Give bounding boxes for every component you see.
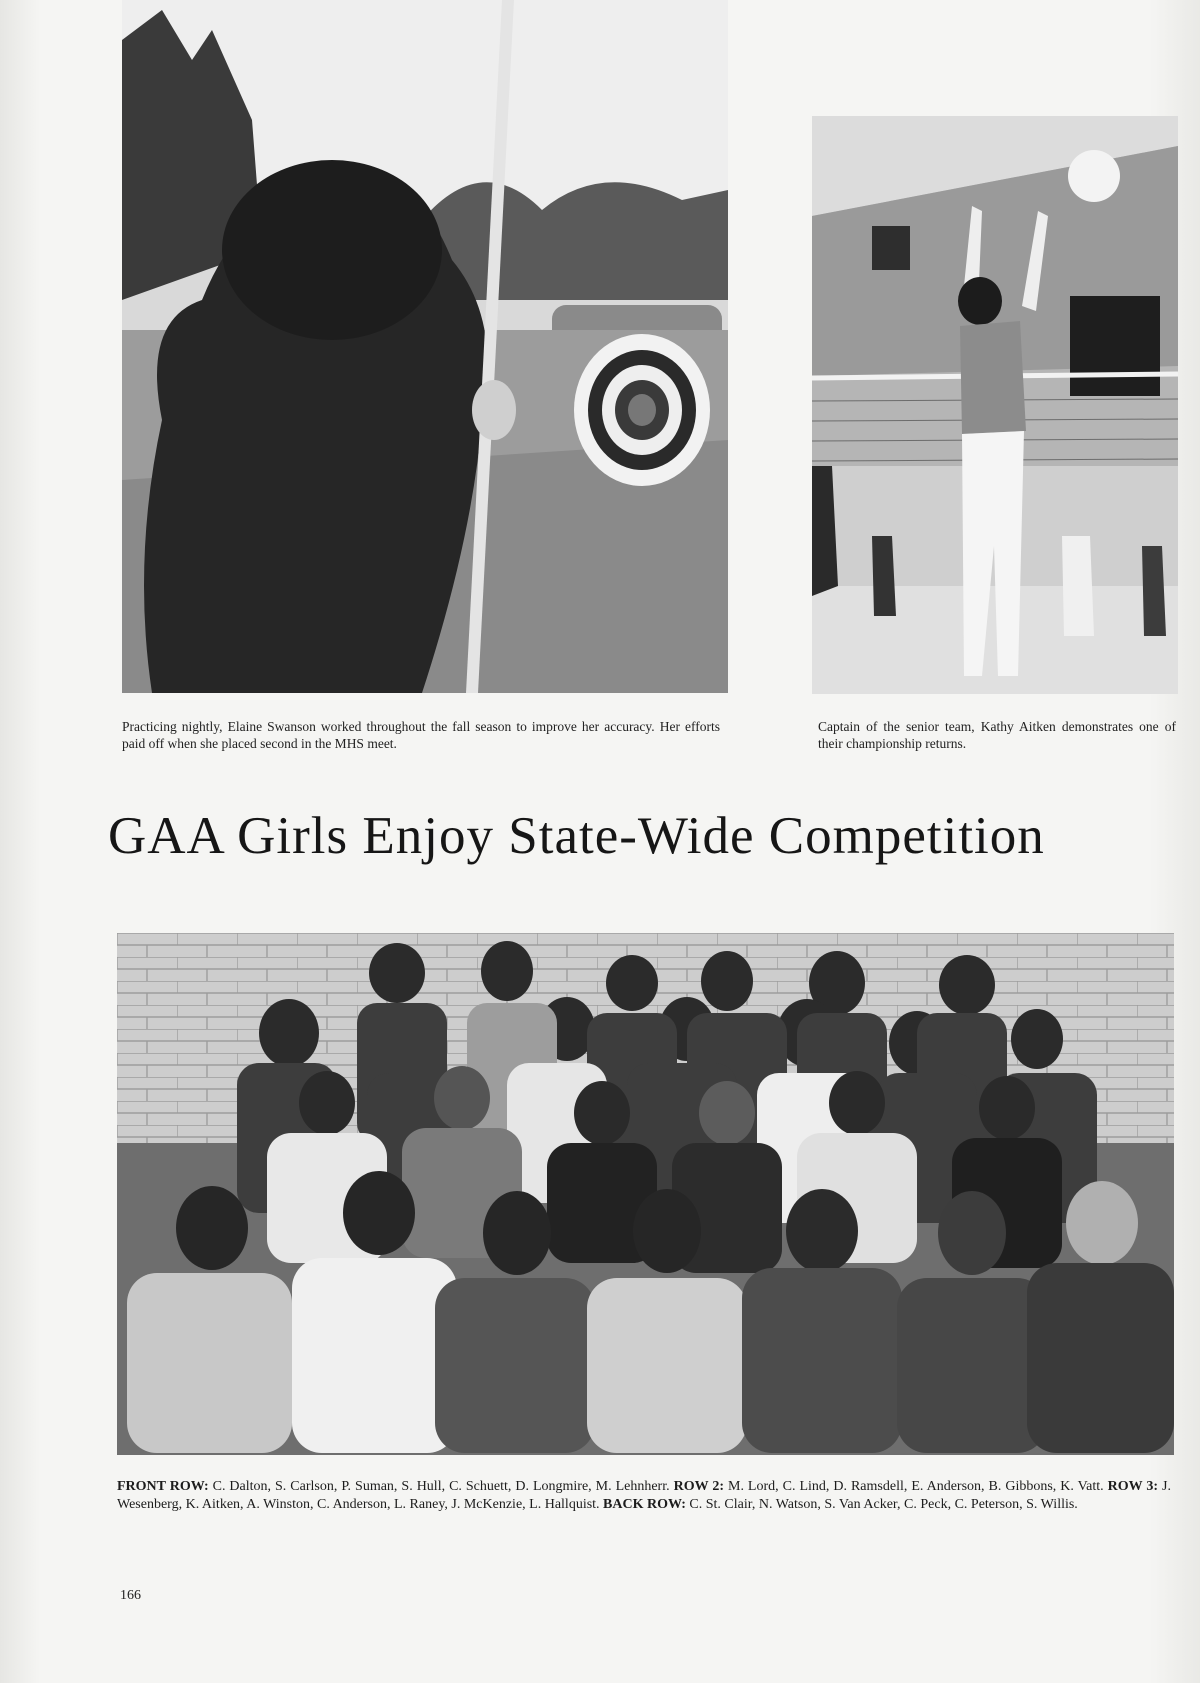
roster-row-names: J. Wesenberg, K. Aitken, A. Winston, C. Anderson, L. Raney, J. McKenzie, L. Hallquist.: [117, 1479, 1171, 1512]
roster-row-label: ROW 3:: [1107, 1479, 1159, 1494]
page-number: 166: [120, 1588, 141, 1603]
roster-row-names: C. Dalton, S. Carlson, P. Suman, S. Hull, C. Schuett, D. Longmire, M. Lehnherr.: [212, 1479, 670, 1494]
roster-row-label: FRONT ROW:: [117, 1479, 209, 1494]
volleyball-photo: [812, 116, 1178, 694]
group-photo-caption: [117, 1478, 1171, 1514]
page-title: GAA Girls Enjoy State-Wide Competition: [108, 807, 1045, 865]
volleyball-caption: Captain of the senior team, Kathy Aitken demonstrates one of their championship returns.: [818, 719, 1176, 751]
group-photo: [117, 933, 1174, 1455]
roster-row-label: ROW 2:: [673, 1479, 725, 1494]
roster-row-names: C. St. Clair, N. Watson, S. Van Acker, C. Peck, C. Peterson, S. Willis.: [689, 1497, 1078, 1512]
archery-photo: [122, 0, 728, 693]
roster-row-names: M. Lord, C. Lind, D. Ramsdell, E. Anderson, B. Gibbons, K. Vatt.: [728, 1479, 1104, 1494]
roster-row-label: BACK ROW:: [603, 1497, 686, 1512]
archery-caption: Practicing nightly, Elaine Swanson worked throughout the fall season to improve her accuracy. Her efforts paid off when she placed second in the MHS meet.: [122, 719, 720, 751]
